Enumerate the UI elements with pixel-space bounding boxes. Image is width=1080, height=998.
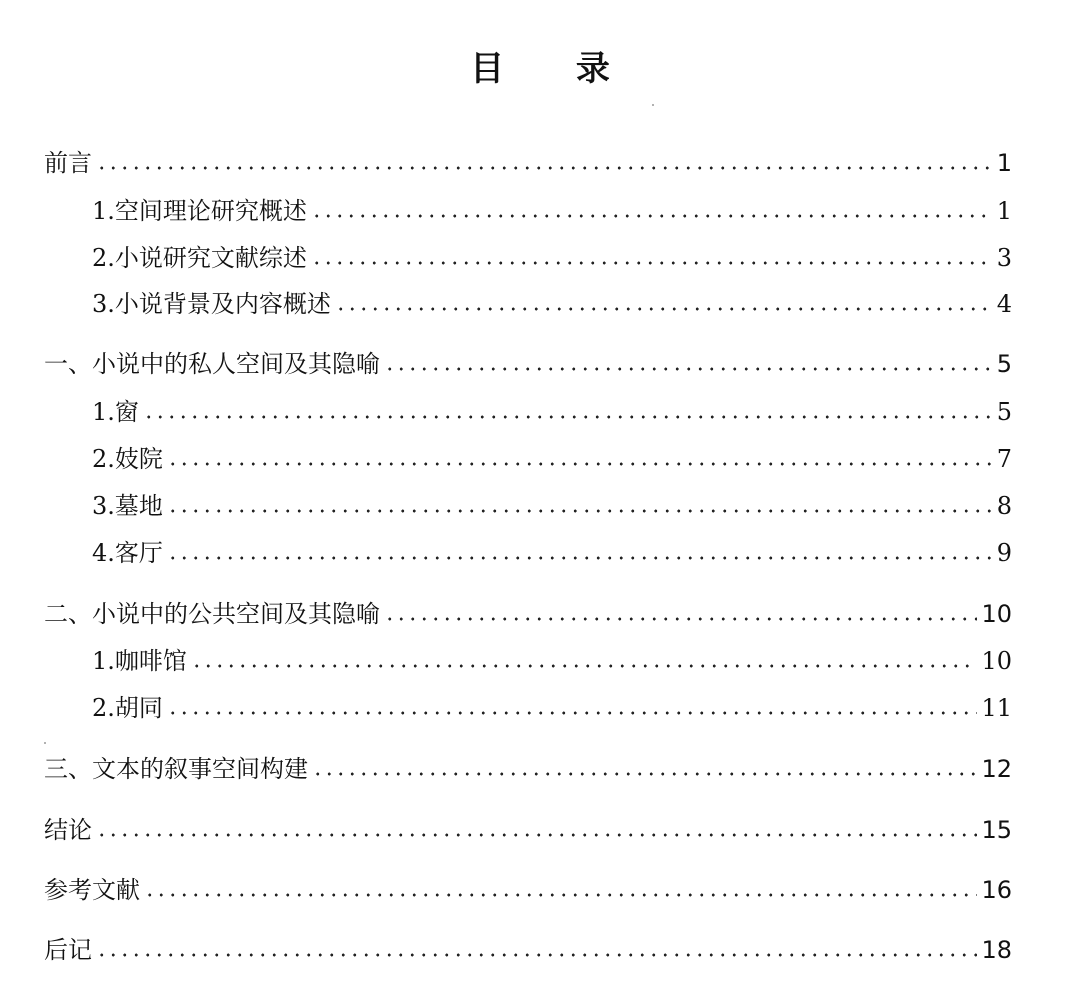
toc-entry-label: 后记 [44,936,92,964]
toc-entry-page: 1 [996,149,1012,177]
toc-entry-page: 10 [981,647,1012,675]
toc-entry-page: 15 [981,816,1012,844]
toc-entry-page: 16 [981,876,1012,904]
toc-entry-label: 1.窗 [92,398,139,426]
toc-entry-page: 8 [996,492,1012,520]
toc-entry-label: 4.客厅 [92,539,163,567]
toc-entry-3-1[interactable] [92,643,1012,679]
toc-entry-label: 前言 [44,149,92,177]
toc-entry-1-1[interactable] [92,193,1012,229]
dot-leader [311,214,993,218]
toc-entry-page: 1 [996,197,1012,225]
toc-entry-1-2[interactable] [92,240,1012,276]
dot-leader [143,415,993,419]
toc-entry-label: 1.咖啡馆 [92,647,187,675]
toc-entry-page: 18 [981,936,1012,964]
toc-entry-page: 9 [996,539,1012,567]
dot-leader [311,261,993,265]
dot-leader [144,893,977,897]
dot-leader [167,462,993,466]
scan-speck [652,104,654,106]
toc-entry-2-4[interactable] [92,535,1012,571]
toc-entry-page: 3 [996,244,1012,272]
toc-entry-page: 11 [981,694,1012,722]
dot-leader [384,617,977,621]
toc-entry-label: 结论 [44,816,92,844]
toc-entry-3-2[interactable] [92,690,1012,726]
toc-entry-label: 3.墓地 [92,492,163,520]
toc-entry-postscript[interactable] [44,932,1012,968]
toc-entry-2-3[interactable] [92,488,1012,524]
toc-entry-2-2[interactable] [92,441,1012,477]
toc-entry-page: 12 [981,755,1012,783]
toc-entry-1-3[interactable] [92,286,1012,322]
toc-entry-chapter-2[interactable] [44,596,1012,632]
dot-leader [191,664,978,668]
dot-leader [167,711,978,715]
dot-leader [96,953,977,957]
toc-entry-conclusion[interactable] [44,812,1012,848]
scan-speck [44,742,46,744]
toc-entry-references[interactable] [44,872,1012,908]
toc-entry-preface[interactable] [44,145,1012,181]
toc-entry-2-1[interactable] [92,394,1012,430]
dot-leader [167,509,993,513]
dot-leader [96,166,993,170]
toc-entry-label: 三、文本的叙事空间构建 [44,755,308,783]
dot-leader [167,556,993,560]
dot-leader [96,833,977,837]
toc-entry-label: 2.妓院 [92,445,163,473]
toc-entry-page: 4 [996,290,1012,318]
toc-entry-label: 参考文献 [44,876,140,904]
toc-entry-page: 5 [996,350,1012,378]
toc-entry-label: 3.小说背景及内容概述 [92,290,331,318]
toc-entry-page: 10 [981,600,1012,628]
toc-entry-label: 一、小说中的私人空间及其隐喻 [44,350,380,378]
toc-entry-label: 2.小说研究文献综述 [92,244,307,272]
toc-entry-label: 2.胡同 [92,694,163,722]
toc-entry-chapter-1[interactable] [44,346,1012,382]
toc-entry-page: 7 [996,445,1012,473]
page-title: 目 录 [470,49,610,89]
dot-leader [384,367,993,371]
toc-entry-label: 二、小说中的公共空间及其隐喻 [44,600,380,628]
toc-entry-chapter-3[interactable] [44,751,1012,787]
toc-entry-label: 1.空间理论研究概述 [92,197,307,225]
toc-entry-page: 5 [996,398,1012,426]
dot-leader [312,772,977,776]
dot-leader [335,307,993,311]
